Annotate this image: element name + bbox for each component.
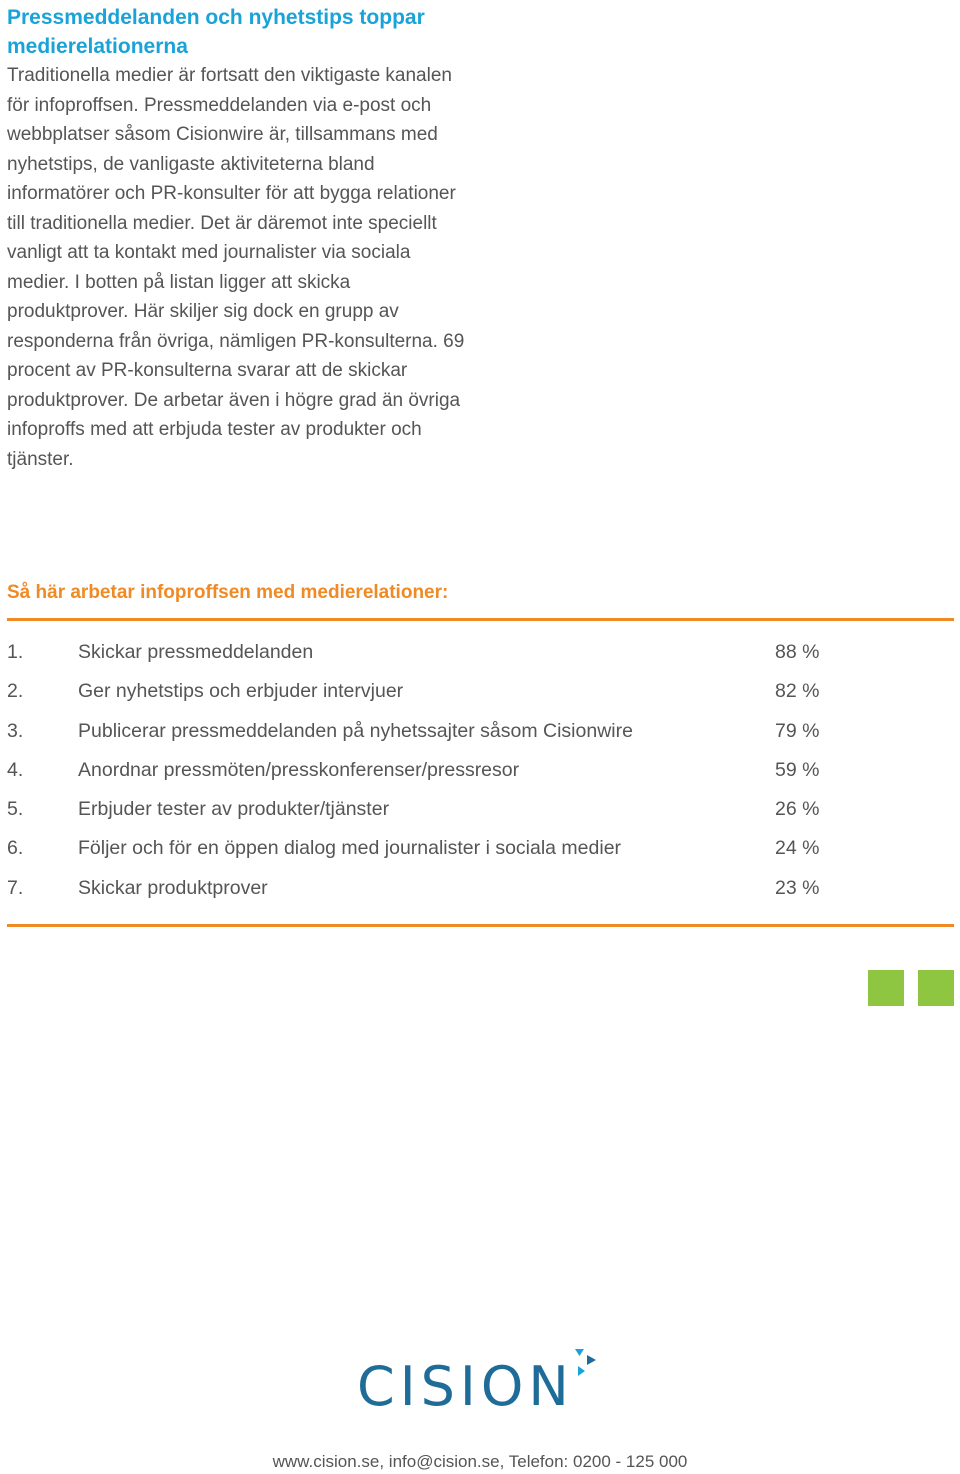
rank-number: 7. bbox=[7, 876, 24, 899]
rank-number: 2. bbox=[7, 680, 24, 703]
rank-percentage: 24 % bbox=[775, 837, 820, 860]
bottom-divider bbox=[7, 924, 954, 927]
rank-percentage: 82 % bbox=[775, 680, 820, 703]
ranking-list bbox=[0, 633, 960, 908]
list-item bbox=[0, 829, 960, 868]
rank-percentage: 59 % bbox=[775, 758, 820, 781]
rank-number: 3. bbox=[7, 719, 24, 742]
list-item bbox=[0, 751, 960, 790]
article-body: Traditionella medier är fortsatt den viktigaste kanalen för infoproffsen. Pressmeddelanden via e-post och webbplatser såsom Cisionwire är, tillsammans med nyhetstips, de vanligaste aktiviteterna bland informatörer och PR-konsulter för att bygga relationer till traditionella medier. Det är däremot inte speciellt vanligt att ta kontakt med journalister via sociala medier. I botten på listan ligger att skicka produktprover. Här skiljer sig dock en grupp av responderna från övriga, nämligen PR-konsulterna. 69 procent av PR-konsulterna svarar att de skickar produktprover. De arbetar även i högre grad än övriga infoproffs med att erbjuda tester av produkter och tjänster. bbox=[7, 65, 465, 470]
list-item bbox=[0, 712, 960, 751]
logo-arrow-icon bbox=[573, 1347, 605, 1379]
rank-number: 4. bbox=[7, 758, 24, 781]
footer-contact: www.cision.se, info@cision.se, Telefon: 0200 - 125 000 bbox=[272, 1452, 688, 1471]
article-title: Pressmeddelanden och nyhetstips toppar medierelationerna bbox=[7, 6, 425, 58]
rank-label: Följer och för en öppen dialog med journalister i sociala medier bbox=[78, 837, 622, 860]
green-square-decoration bbox=[918, 970, 954, 1006]
rank-label: Ger nyhetstips och erbjuder intervjuer bbox=[78, 680, 404, 703]
rank-number: 5. bbox=[7, 798, 24, 821]
rank-label: Skickar pressmeddelanden bbox=[78, 641, 314, 663]
rank-percentage: 88 % bbox=[775, 641, 820, 663]
rank-label: Publicerar pressmeddelanden på nyhetssajter såsom Cisionwire bbox=[78, 719, 633, 742]
rank-number: 1. bbox=[7, 641, 24, 663]
rank-label: Anordnar pressmöten/presskonferenser/pressresor bbox=[78, 758, 520, 781]
list-item bbox=[0, 869, 960, 908]
list-item bbox=[0, 790, 960, 829]
top-divider bbox=[7, 618, 954, 621]
ranking-heading: Så här arbetar infoproffsen med medierelationer: bbox=[7, 582, 449, 603]
green-square-decoration bbox=[868, 970, 904, 1006]
rank-label: Skickar produktprover bbox=[78, 876, 268, 899]
rank-percentage: 79 % bbox=[775, 719, 820, 742]
cision-logo bbox=[355, 1345, 605, 1417]
list-item bbox=[0, 633, 960, 672]
rank-number: 6. bbox=[7, 837, 24, 860]
rank-percentage: 23 % bbox=[775, 876, 820, 899]
logo-wordmark: CISION bbox=[357, 1355, 574, 1418]
rank-label: Erbjuder tester av produkter/tjänster bbox=[78, 798, 390, 821]
rank-percentage: 26 % bbox=[775, 798, 820, 821]
list-item bbox=[0, 672, 960, 711]
